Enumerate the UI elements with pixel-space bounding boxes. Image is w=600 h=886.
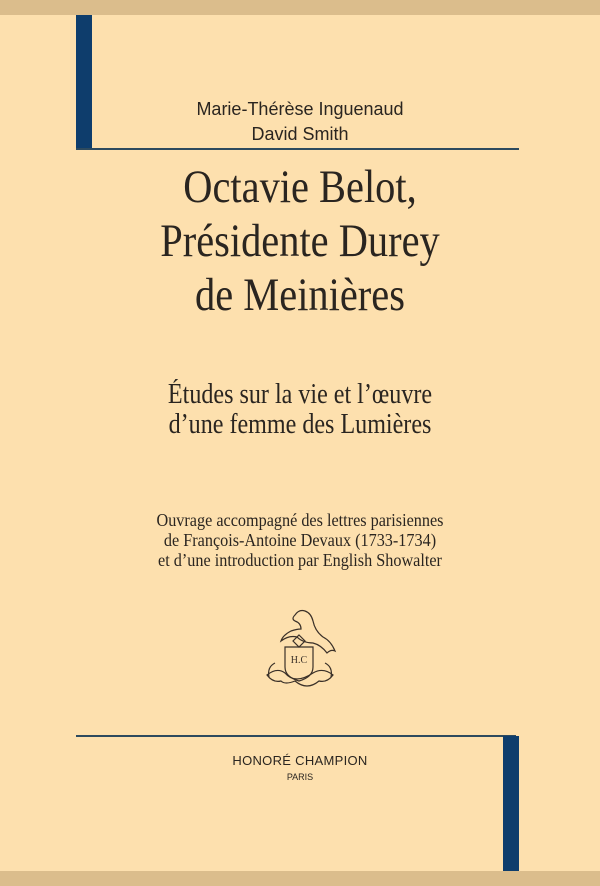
logo-monogram: H.C xyxy=(290,655,308,666)
publisher-name: HONORÉ CHAMPION xyxy=(232,753,368,768)
title-line-2: Présidente Durey xyxy=(160,215,440,267)
title-line-3: de Meinières xyxy=(195,269,405,321)
top-band xyxy=(0,0,600,15)
note-line-3: et d’une introduction par English Showalter xyxy=(158,550,442,570)
subtitle-line-1: Études sur la vie et l’œuvre xyxy=(167,379,433,410)
top-rule xyxy=(76,148,519,150)
note-line-2: de François-Antoine Devaux (1733-1734) xyxy=(163,530,437,550)
author-1: Marie-Thérèse Inguenaud xyxy=(196,99,404,119)
note-line-1: Ouvrage accompagné des lettres parisiennes xyxy=(156,510,444,530)
subtitle-line-2: d’une femme des Lumières xyxy=(168,409,432,440)
publisher-city: PARIS xyxy=(286,772,314,782)
title-line-1: Octavie Belot, xyxy=(183,161,417,213)
publisher-logo-horse-crest xyxy=(255,605,345,705)
bottom-band xyxy=(0,871,600,886)
bottom-rule xyxy=(76,735,516,737)
author-2: David Smith xyxy=(251,124,349,144)
